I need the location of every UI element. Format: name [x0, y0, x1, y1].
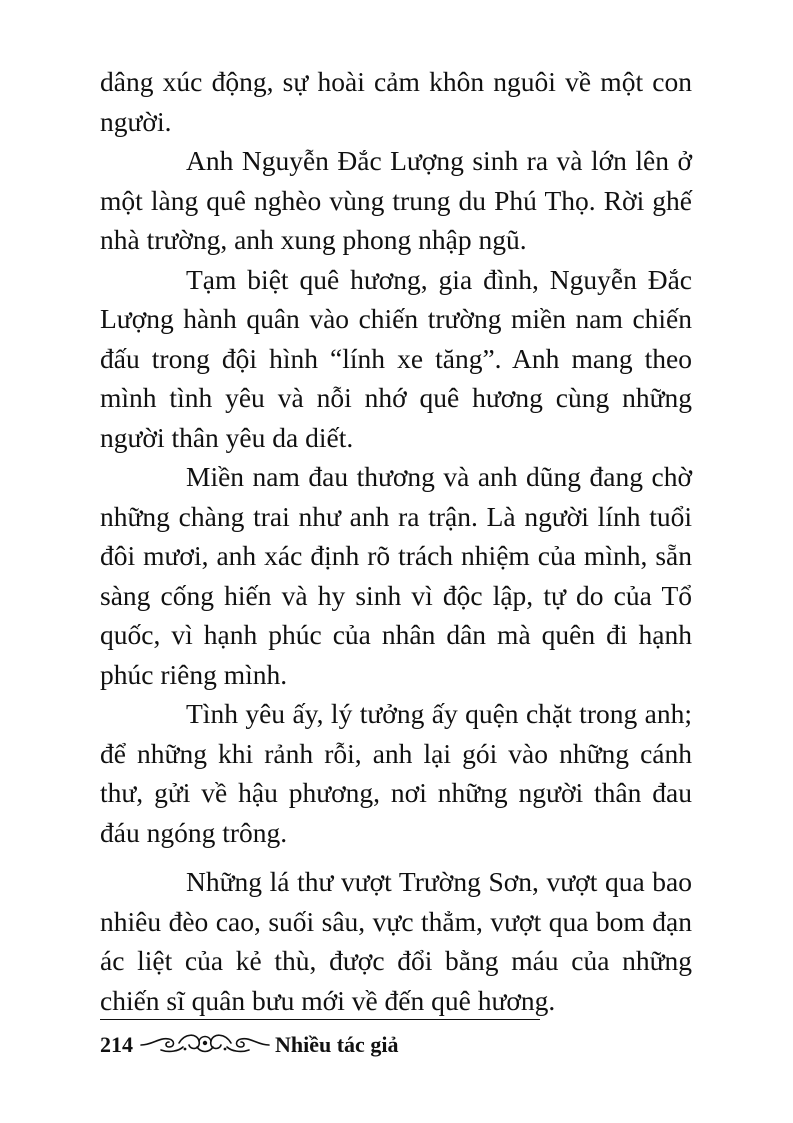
paragraph-3: Tạm biệt quê hương, gia đình, Nguyễn Đắc Lượng hành quân vào chiến trường miền nam chiến đấu trong đội hình “lính xe tăng”. Anh mang theo mình tình yêu và nỗi nhớ quê hương cùng những người thân yêu da diết. [100, 263, 692, 453]
paragraph-1: dâng xúc động, sự hoài cảm khôn nguôi về một con người. [100, 66, 692, 137]
footer-rule [100, 1019, 540, 1020]
body-text [100, 62, 692, 1020]
scroll-ornament-icon [139, 1029, 271, 1061]
paragraph-2: Anh Nguyễn Đắc Lượng sinh ra và lớn lên ở một làng quê nghèo vùng trung du Phú Thọ. Rời ghế nhà trường, anh xung phong nhập ngũ. [100, 145, 692, 255]
author-name: Nhiều tác giả [275, 1032, 399, 1057]
paragraph-6: Những lá thư vượt Trường Sơn, vượt qua bao nhiêu đèo cao, suối sâu, vực thẳm, vượt qua bom đạn ác liệt của kẻ thù, được đổi bằng máu của những chiến sĩ quân bưu mới về đến quê hương. [100, 866, 692, 1016]
paragraph-4: Miền nam đau thương và anh dũng đang chờ những chàng trai như anh ra trận. Là người lính tuổi đôi mươi, anh xác định rõ trách nhiệm của mình, sẵn sàng cống hiến và hy sinh vì độc lập, tự do của Tổ quốc, vì hạnh phúc của nhân dân mà quên đi hạnh phúc riêng mình. [100, 461, 692, 690]
page-number: 214 [100, 1032, 133, 1057]
page-footer [100, 1025, 398, 1065]
paragraph-5: Tình yêu ấy, lý tưởng ấy quện chặt trong anh; để những khi rảnh rỗi, anh lại gói vào những cánh thư, gửi về hậu phương, nơi những người thân đau đáu ngóng trông. [100, 698, 692, 848]
